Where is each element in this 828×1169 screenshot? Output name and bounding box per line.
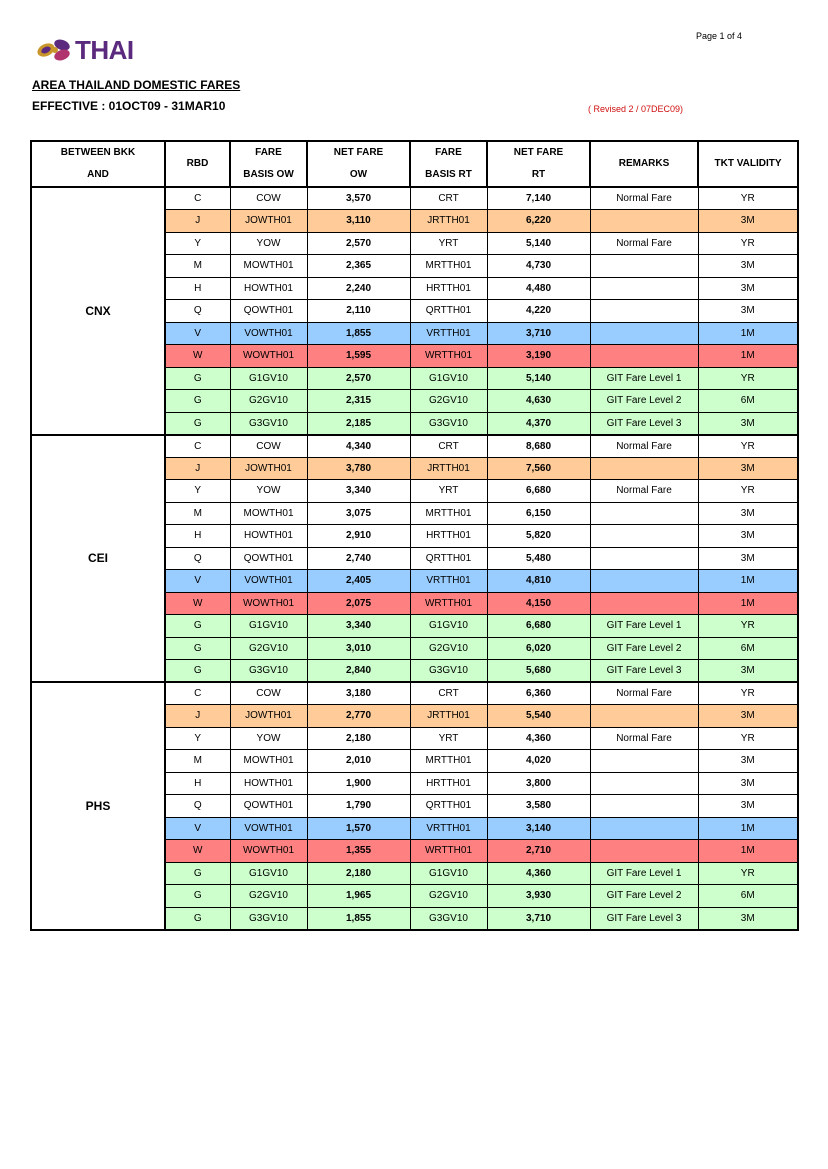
header-remarks: REMARKS bbox=[590, 141, 698, 187]
validity-cell: 3M bbox=[698, 705, 798, 728]
basis-rt-cell: G3GV10 bbox=[410, 660, 487, 683]
header-basis-rt-line1: FARE bbox=[435, 147, 462, 158]
basis-rt-cell: QRTTH01 bbox=[410, 300, 487, 323]
net-fare-ow-cell: 3,075 bbox=[307, 502, 410, 525]
remarks-cell: GIT Fare Level 3 bbox=[590, 412, 698, 435]
header-between bbox=[31, 141, 165, 187]
fares-table-body bbox=[31, 187, 798, 930]
net-fare-rt-cell: 5,540 bbox=[487, 705, 590, 728]
rbd-cell: Y bbox=[165, 480, 230, 503]
rbd-cell: J bbox=[165, 705, 230, 728]
basis-ow-cell: YOW bbox=[230, 480, 307, 503]
net-fare-ow-cell: 2,570 bbox=[307, 367, 410, 390]
validity-cell: 1M bbox=[698, 840, 798, 863]
net-fare-rt-cell: 6,020 bbox=[487, 637, 590, 660]
basis-rt-cell: G2GV10 bbox=[410, 390, 487, 413]
thai-logo bbox=[36, 34, 134, 66]
remarks-cell bbox=[590, 255, 698, 278]
thai-orchid-logo-icon bbox=[36, 35, 74, 65]
net-fare-ow-cell: 3,340 bbox=[307, 615, 410, 638]
basis-rt-cell: JRTTH01 bbox=[410, 210, 487, 233]
basis-rt-cell: QRTTH01 bbox=[410, 547, 487, 570]
net-fare-rt-cell: 6,360 bbox=[487, 682, 590, 705]
basis-ow-cell: G3GV10 bbox=[230, 660, 307, 683]
rbd-cell: W bbox=[165, 345, 230, 368]
validity-cell: 3M bbox=[698, 457, 798, 480]
destination-city: PHS bbox=[31, 682, 165, 930]
net-fare-rt-cell: 5,480 bbox=[487, 547, 590, 570]
validity-cell: YR bbox=[698, 187, 798, 210]
net-fare-rt-cell: 6,680 bbox=[487, 615, 590, 638]
net-fare-ow-cell: 1,965 bbox=[307, 885, 410, 908]
rbd-cell: G bbox=[165, 412, 230, 435]
basis-rt-cell: YRT bbox=[410, 480, 487, 503]
rbd-cell: G bbox=[165, 637, 230, 660]
remarks-cell: GIT Fare Level 1 bbox=[590, 615, 698, 638]
basis-ow-cell: MOWTH01 bbox=[230, 255, 307, 278]
validity-cell: YR bbox=[698, 682, 798, 705]
rbd-cell: H bbox=[165, 277, 230, 300]
net-fare-ow-cell: 2,185 bbox=[307, 412, 410, 435]
basis-rt-cell: MRTTH01 bbox=[410, 255, 487, 278]
validity-cell: 3M bbox=[698, 210, 798, 233]
basis-rt-cell: MRTTH01 bbox=[410, 502, 487, 525]
net-fare-ow-cell: 3,010 bbox=[307, 637, 410, 660]
net-fare-ow-cell: 1,570 bbox=[307, 817, 410, 840]
basis-ow-cell: JOWTH01 bbox=[230, 705, 307, 728]
header-net-ow bbox=[307, 141, 410, 187]
basis-ow-cell: G3GV10 bbox=[230, 907, 307, 930]
rbd-cell: Y bbox=[165, 727, 230, 750]
net-fare-rt-cell: 6,220 bbox=[487, 210, 590, 233]
validity-cell: 3M bbox=[698, 750, 798, 773]
net-fare-rt-cell: 3,930 bbox=[487, 885, 590, 908]
header-basis-ow bbox=[230, 141, 307, 187]
remarks-cell: Normal Fare bbox=[590, 727, 698, 750]
basis-rt-cell: G2GV10 bbox=[410, 885, 487, 908]
header-basis-rt-line2: BASIS RT bbox=[425, 169, 472, 180]
remarks-cell: Normal Fare bbox=[590, 435, 698, 458]
validity-cell: 1M bbox=[698, 817, 798, 840]
rbd-cell: V bbox=[165, 322, 230, 345]
rbd-cell: M bbox=[165, 255, 230, 278]
basis-ow-cell: JOWTH01 bbox=[230, 210, 307, 233]
net-fare-ow-cell: 3,570 bbox=[307, 187, 410, 210]
rbd-cell: W bbox=[165, 592, 230, 615]
net-fare-rt-cell: 7,560 bbox=[487, 457, 590, 480]
rbd-cell: H bbox=[165, 772, 230, 795]
remarks-cell bbox=[590, 840, 698, 863]
net-fare-rt-cell: 3,800 bbox=[487, 772, 590, 795]
basis-rt-cell: WRTTH01 bbox=[410, 345, 487, 368]
remarks-cell: GIT Fare Level 3 bbox=[590, 907, 698, 930]
rbd-cell: G bbox=[165, 367, 230, 390]
basis-ow-cell: VOWTH01 bbox=[230, 817, 307, 840]
basis-ow-cell: JOWTH01 bbox=[230, 457, 307, 480]
validity-cell: 3M bbox=[698, 660, 798, 683]
basis-rt-cell: G1GV10 bbox=[410, 367, 487, 390]
rbd-cell: C bbox=[165, 187, 230, 210]
basis-ow-cell: QOWTH01 bbox=[230, 547, 307, 570]
net-fare-ow-cell: 2,180 bbox=[307, 727, 410, 750]
remarks-cell bbox=[590, 772, 698, 795]
remarks-cell bbox=[590, 345, 698, 368]
validity-cell: 6M bbox=[698, 637, 798, 660]
remarks-cell bbox=[590, 457, 698, 480]
basis-rt-cell: JRTTH01 bbox=[410, 457, 487, 480]
header-net-ow-line1: NET FARE bbox=[333, 147, 384, 158]
header-basis-ow-line2: BASIS OW bbox=[243, 169, 294, 180]
validity-cell: 3M bbox=[698, 795, 798, 818]
basis-ow-cell: G1GV10 bbox=[230, 615, 307, 638]
validity-cell: 1M bbox=[698, 322, 798, 345]
validity-cell: 1M bbox=[698, 345, 798, 368]
remarks-cell bbox=[590, 570, 698, 593]
net-fare-rt-cell: 5,680 bbox=[487, 660, 590, 683]
remarks-cell: Normal Fare bbox=[590, 232, 698, 255]
basis-rt-cell: VRTTH01 bbox=[410, 322, 487, 345]
header-net-rt-line2: RT bbox=[531, 169, 546, 180]
net-fare-ow-cell: 2,180 bbox=[307, 862, 410, 885]
basis-rt-cell: JRTTH01 bbox=[410, 705, 487, 728]
logo-text: THAI bbox=[75, 35, 134, 65]
header-basis-rt bbox=[410, 141, 487, 187]
validity-cell: YR bbox=[698, 367, 798, 390]
validity-cell: YR bbox=[698, 232, 798, 255]
basis-ow-cell: MOWTH01 bbox=[230, 750, 307, 773]
remarks-cell bbox=[590, 705, 698, 728]
rbd-cell: H bbox=[165, 525, 230, 548]
net-fare-rt-cell: 6,150 bbox=[487, 502, 590, 525]
basis-ow-cell: G2GV10 bbox=[230, 390, 307, 413]
rbd-cell: Q bbox=[165, 300, 230, 323]
rbd-cell: G bbox=[165, 862, 230, 885]
remarks-cell: Normal Fare bbox=[590, 682, 698, 705]
header-between-line1: BETWEEN BKK bbox=[60, 147, 136, 158]
fare-row bbox=[31, 187, 798, 210]
net-fare-rt-cell: 5,820 bbox=[487, 525, 590, 548]
net-fare-ow-cell: 2,740 bbox=[307, 547, 410, 570]
remarks-cell bbox=[590, 592, 698, 615]
net-fare-ow-cell: 2,570 bbox=[307, 232, 410, 255]
basis-ow-cell: HOWTH01 bbox=[230, 772, 307, 795]
effective-dates: EFFECTIVE : 01OCT09 - 31MAR10 bbox=[32, 99, 226, 113]
rbd-cell: Y bbox=[165, 232, 230, 255]
basis-ow-cell: YOW bbox=[230, 727, 307, 750]
rbd-cell: G bbox=[165, 390, 230, 413]
net-fare-ow-cell: 1,595 bbox=[307, 345, 410, 368]
basis-rt-cell: YRT bbox=[410, 727, 487, 750]
basis-ow-cell: QOWTH01 bbox=[230, 300, 307, 323]
basis-rt-cell: MRTTH01 bbox=[410, 750, 487, 773]
revision-note: ( Revised 2 / 07DEC09) bbox=[588, 104, 684, 114]
basis-rt-cell: G1GV10 bbox=[410, 615, 487, 638]
basis-rt-cell: G3GV10 bbox=[410, 412, 487, 435]
basis-rt-cell: VRTTH01 bbox=[410, 570, 487, 593]
basis-rt-cell: G2GV10 bbox=[410, 637, 487, 660]
remarks-cell bbox=[590, 547, 698, 570]
validity-cell: 1M bbox=[698, 592, 798, 615]
basis-ow-cell: COW bbox=[230, 435, 307, 458]
net-fare-ow-cell: 3,340 bbox=[307, 480, 410, 503]
basis-ow-cell: G2GV10 bbox=[230, 637, 307, 660]
remarks-cell bbox=[590, 750, 698, 773]
remarks-cell bbox=[590, 322, 698, 345]
net-fare-ow-cell: 2,075 bbox=[307, 592, 410, 615]
basis-rt-cell: CRT bbox=[410, 187, 487, 210]
net-fare-rt-cell: 6,680 bbox=[487, 480, 590, 503]
remarks-cell: Normal Fare bbox=[590, 187, 698, 210]
net-fare-rt-cell: 4,220 bbox=[487, 300, 590, 323]
net-fare-ow-cell: 2,010 bbox=[307, 750, 410, 773]
net-fare-rt-cell: 3,710 bbox=[487, 907, 590, 930]
basis-ow-cell: G3GV10 bbox=[230, 412, 307, 435]
remarks-cell: GIT Fare Level 2 bbox=[590, 390, 698, 413]
basis-ow-cell: QOWTH01 bbox=[230, 795, 307, 818]
net-fare-ow-cell: 1,855 bbox=[307, 907, 410, 930]
net-fare-rt-cell: 3,140 bbox=[487, 817, 590, 840]
header-net-ow-line2: OW bbox=[349, 169, 368, 180]
net-fare-ow-cell: 1,355 bbox=[307, 840, 410, 863]
validity-cell: YR bbox=[698, 862, 798, 885]
validity-cell: YR bbox=[698, 615, 798, 638]
remarks-cell bbox=[590, 525, 698, 548]
basis-rt-cell: YRT bbox=[410, 232, 487, 255]
basis-ow-cell: HOWTH01 bbox=[230, 525, 307, 548]
net-fare-rt-cell: 4,150 bbox=[487, 592, 590, 615]
remarks-cell bbox=[590, 502, 698, 525]
net-fare-rt-cell: 4,730 bbox=[487, 255, 590, 278]
basis-rt-cell: HRTTH01 bbox=[410, 277, 487, 300]
table-header-row bbox=[31, 141, 798, 187]
validity-cell: YR bbox=[698, 435, 798, 458]
rbd-cell: W bbox=[165, 840, 230, 863]
basis-rt-cell: CRT bbox=[410, 682, 487, 705]
net-fare-rt-cell: 8,680 bbox=[487, 435, 590, 458]
header-rbd: RBD bbox=[165, 141, 230, 187]
remarks-cell bbox=[590, 300, 698, 323]
net-fare-rt-cell: 4,370 bbox=[487, 412, 590, 435]
basis-rt-cell: G3GV10 bbox=[410, 907, 487, 930]
validity-cell: 3M bbox=[698, 547, 798, 570]
basis-ow-cell: WOWTH01 bbox=[230, 592, 307, 615]
net-fare-rt-cell: 3,580 bbox=[487, 795, 590, 818]
net-fare-ow-cell: 2,315 bbox=[307, 390, 410, 413]
remarks-cell: GIT Fare Level 2 bbox=[590, 885, 698, 908]
destination-city: CNX bbox=[31, 187, 165, 435]
remarks-cell bbox=[590, 277, 698, 300]
header-basis-ow-line1: FARE bbox=[255, 147, 282, 158]
remarks-cell: GIT Fare Level 2 bbox=[590, 637, 698, 660]
rbd-cell: M bbox=[165, 750, 230, 773]
header-net-rt-line1: NET FARE bbox=[513, 147, 564, 158]
net-fare-ow-cell: 2,840 bbox=[307, 660, 410, 683]
validity-cell: 3M bbox=[698, 502, 798, 525]
remarks-cell: GIT Fare Level 1 bbox=[590, 367, 698, 390]
rbd-cell: G bbox=[165, 907, 230, 930]
basis-ow-cell: WOWTH01 bbox=[230, 345, 307, 368]
validity-cell: 1M bbox=[698, 570, 798, 593]
net-fare-rt-cell: 2,710 bbox=[487, 840, 590, 863]
basis-ow-cell: HOWTH01 bbox=[230, 277, 307, 300]
basis-rt-cell: G1GV10 bbox=[410, 862, 487, 885]
validity-cell: 3M bbox=[698, 300, 798, 323]
net-fare-ow-cell: 3,780 bbox=[307, 457, 410, 480]
net-fare-rt-cell: 3,190 bbox=[487, 345, 590, 368]
net-fare-ow-cell: 2,770 bbox=[307, 705, 410, 728]
basis-rt-cell: QRTTH01 bbox=[410, 795, 487, 818]
rbd-cell: V bbox=[165, 570, 230, 593]
rbd-cell: Q bbox=[165, 795, 230, 818]
rbd-cell: Q bbox=[165, 547, 230, 570]
remarks-cell: GIT Fare Level 3 bbox=[590, 660, 698, 683]
validity-cell: 6M bbox=[698, 885, 798, 908]
net-fare-ow-cell: 1,790 bbox=[307, 795, 410, 818]
net-fare-ow-cell: 2,365 bbox=[307, 255, 410, 278]
remarks-cell bbox=[590, 795, 698, 818]
remarks-cell: Normal Fare bbox=[590, 480, 698, 503]
header-between-line2: AND bbox=[87, 169, 109, 180]
remarks-cell bbox=[590, 817, 698, 840]
net-fare-rt-cell: 3,710 bbox=[487, 322, 590, 345]
net-fare-ow-cell: 3,180 bbox=[307, 682, 410, 705]
rbd-cell: C bbox=[165, 435, 230, 458]
net-fare-ow-cell: 4,340 bbox=[307, 435, 410, 458]
basis-ow-cell: WOWTH01 bbox=[230, 840, 307, 863]
validity-cell: YR bbox=[698, 480, 798, 503]
document-title: AREA THAILAND DOMESTIC FARES bbox=[32, 78, 241, 92]
validity-cell: 3M bbox=[698, 255, 798, 278]
basis-ow-cell: COW bbox=[230, 187, 307, 210]
basis-rt-cell: WRTTH01 bbox=[410, 840, 487, 863]
net-fare-ow-cell: 2,405 bbox=[307, 570, 410, 593]
basis-ow-cell: COW bbox=[230, 682, 307, 705]
rbd-cell: V bbox=[165, 817, 230, 840]
net-fare-rt-cell: 4,020 bbox=[487, 750, 590, 773]
rbd-cell: G bbox=[165, 885, 230, 908]
basis-rt-cell: CRT bbox=[410, 435, 487, 458]
net-fare-ow-cell: 2,910 bbox=[307, 525, 410, 548]
basis-ow-cell: MOWTH01 bbox=[230, 502, 307, 525]
rbd-cell: J bbox=[165, 210, 230, 233]
net-fare-ow-cell: 2,240 bbox=[307, 277, 410, 300]
validity-cell: 3M bbox=[698, 412, 798, 435]
validity-cell: 3M bbox=[698, 772, 798, 795]
basis-ow-cell: VOWTH01 bbox=[230, 322, 307, 345]
net-fare-rt-cell: 4,630 bbox=[487, 390, 590, 413]
fare-row bbox=[31, 682, 798, 705]
basis-ow-cell: G1GV10 bbox=[230, 862, 307, 885]
net-fare-ow-cell: 1,855 bbox=[307, 322, 410, 345]
validity-cell: YR bbox=[698, 727, 798, 750]
remarks-cell bbox=[590, 210, 698, 233]
net-fare-rt-cell: 4,360 bbox=[487, 862, 590, 885]
destination-city: CEI bbox=[31, 435, 165, 683]
basis-ow-cell: YOW bbox=[230, 232, 307, 255]
rbd-cell: G bbox=[165, 615, 230, 638]
net-fare-ow-cell: 2,110 bbox=[307, 300, 410, 323]
rbd-cell: C bbox=[165, 682, 230, 705]
net-fare-rt-cell: 4,480 bbox=[487, 277, 590, 300]
net-fare-rt-cell: 4,810 bbox=[487, 570, 590, 593]
page-number: Page 1 of 4 bbox=[696, 31, 743, 41]
fares-table bbox=[30, 140, 799, 931]
net-fare-rt-cell: 7,140 bbox=[487, 187, 590, 210]
basis-ow-cell: VOWTH01 bbox=[230, 570, 307, 593]
basis-rt-cell: VRTTH01 bbox=[410, 817, 487, 840]
basis-ow-cell: G2GV10 bbox=[230, 885, 307, 908]
net-fare-rt-cell: 5,140 bbox=[487, 232, 590, 255]
basis-ow-cell: G1GV10 bbox=[230, 367, 307, 390]
fare-row bbox=[31, 435, 798, 458]
remarks-cell: GIT Fare Level 1 bbox=[590, 862, 698, 885]
rbd-cell: G bbox=[165, 660, 230, 683]
net-fare-ow-cell: 3,110 bbox=[307, 210, 410, 233]
basis-rt-cell: HRTTH01 bbox=[410, 525, 487, 548]
rbd-cell: M bbox=[165, 502, 230, 525]
validity-cell: 3M bbox=[698, 525, 798, 548]
net-fare-rt-cell: 4,360 bbox=[487, 727, 590, 750]
rbd-cell: J bbox=[165, 457, 230, 480]
header-validity: TKT VALIDITY bbox=[698, 141, 798, 187]
validity-cell: 3M bbox=[698, 277, 798, 300]
header-net-rt bbox=[487, 141, 590, 187]
validity-cell: 3M bbox=[698, 907, 798, 930]
net-fare-rt-cell: 5,140 bbox=[487, 367, 590, 390]
net-fare-ow-cell: 1,900 bbox=[307, 772, 410, 795]
validity-cell: 6M bbox=[698, 390, 798, 413]
basis-rt-cell: WRTTH01 bbox=[410, 592, 487, 615]
basis-rt-cell: HRTTH01 bbox=[410, 772, 487, 795]
